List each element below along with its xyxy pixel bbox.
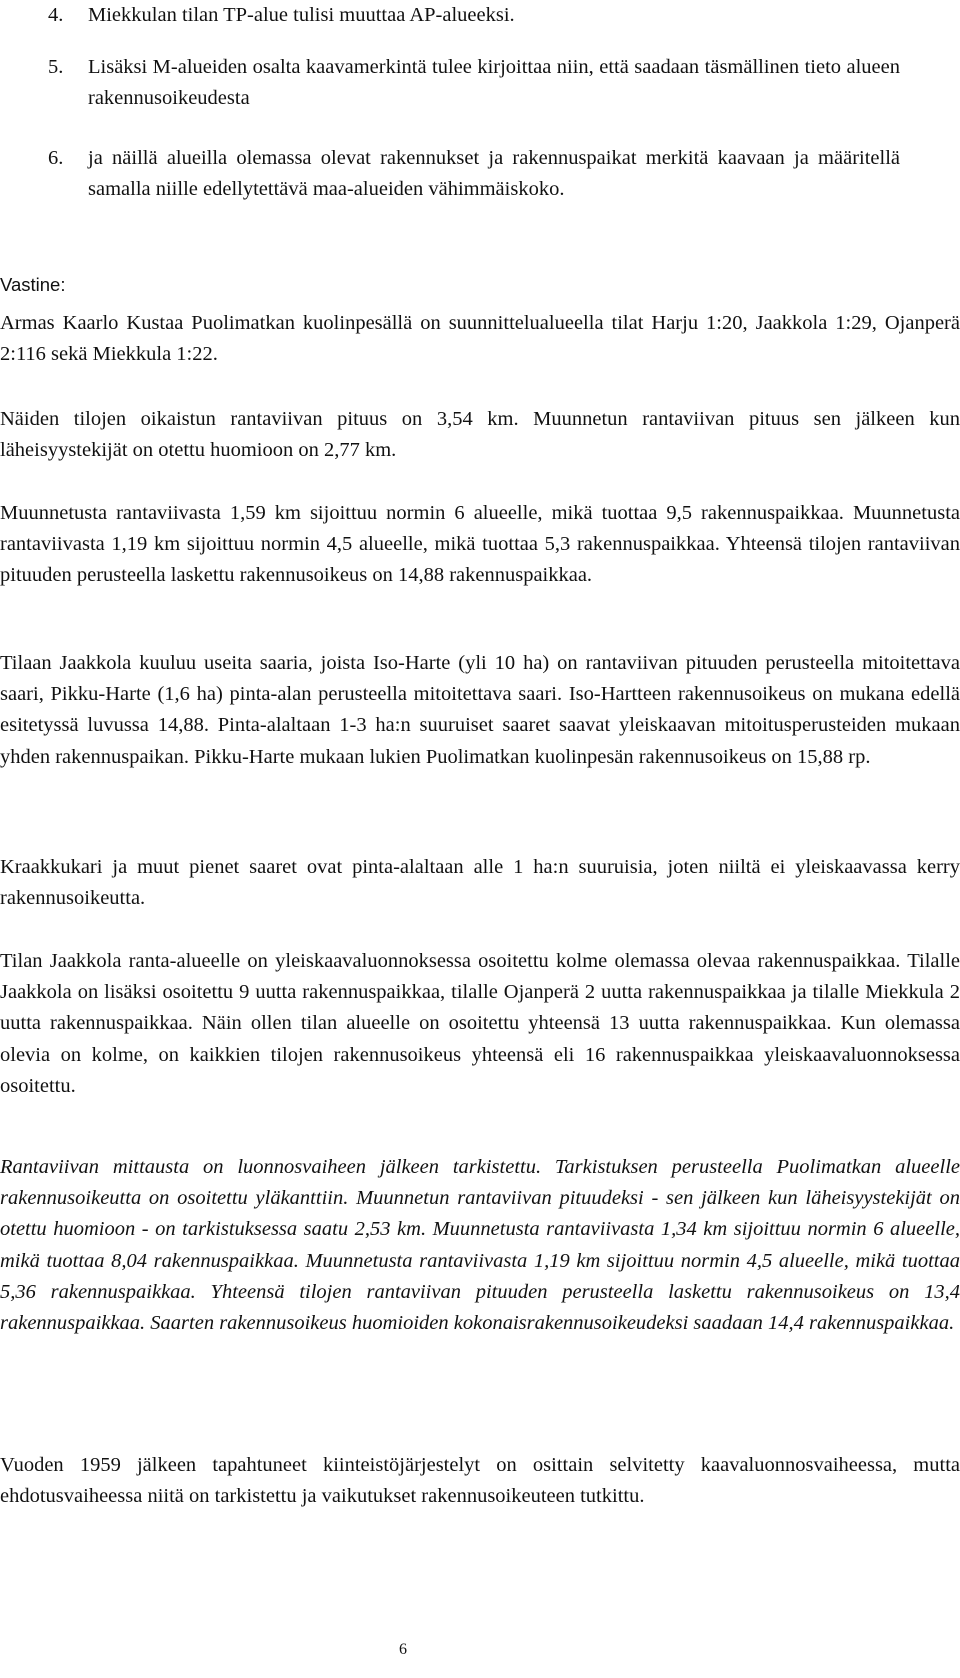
page-number: 6 bbox=[399, 1641, 407, 1658]
list-item-number: 4. bbox=[48, 4, 64, 26]
list-item-text: ja näillä alueilla olemassa olevat rakennukset ja rakennuspaikat merkitä kaavaan ja määritellä samalla niille edellytettävä maa-alueiden vähimmäiskoko. bbox=[88, 147, 900, 200]
paragraph: Näiden tilojen oikaistun rantaviivan pituus on 3,54 km. Muunnetun rantaviivan pituus sen jälkeen kun läheisyystekijät on otettu huomioon on 2,77 km. bbox=[0, 408, 960, 462]
paragraph: Muunnetusta rantaviivasta 1,59 km sijoittuu normin 6 alueelle, mikä tuottaa 9,5 rakennuspaikkaa. Muunnetusta rantaviivasta 1,19 km sijoittuu normin 4,5 alueelle, mikä tuottaa 5,3 rakennuspaikkaa. Yhteensä tilojen rantaviivan pituuden perusteella laskettu rakennusoikeus on 14,88 rakennuspaikkaa. bbox=[0, 502, 960, 587]
paragraph: Tilaan Jaakkola kuuluu useita saaria, joista Iso-Harte (yli 10 ha) on rantaviivan pituuden perusteella mitoitettava saari, Pikku-Harte (1,6 ha) pinta-alan perusteella mitoitettava saari. Iso-Hartteen rakennusoikeus on mukana edellä esitetyssä luvussa 14,88. Pinta-alaltaan 1-3 ha:n suuruiset saaret saavat yleiskaavan mitoitusperusteiden mukaan yhden rakennuspaikan. Pikku-Harte mukaan lukien Puolimatkan kuolinpesän rakennusoikeus on 15,88 rp. bbox=[0, 652, 960, 768]
paragraph-italic: Rantaviivan mittausta on luonnosvaiheen jälkeen tarkistettu. Tarkistuksen perusteella Puolimatkan alueelle rakennusoikeutta on osoitettu yläkanttiin. Muunnetun rantaviivan pituudeksi - sen jälkeen kun läheisyystekijät on otettu huomioon - on tarkistuksessa saatu 2,53 km. Muunnetusta rantaviivasta 1,34 km sijoittuu normin 6 alueelle, mikä tuottaa 8,04 rakennuspaikkaa. Muunnetusta rantaviivasta 1,19 km sijoittuu normin 4,5 alueelle, mikä tuottaa 5,36 rakennuspaikkaa. Yhteensä tilojen rantaviivan pituuden perusteella laskettu rakennusoikeus on 13,4 rakennuspaikkaa. Saarten rakennusoikeus huomioiden kokonaisrakennusoikeudeksi saadaan 14,4 rakennuspaikkaa. bbox=[0, 1156, 960, 1335]
response-label: Vastine: bbox=[0, 274, 66, 295]
paragraph: Vuoden 1959 jälkeen tapahtuneet kiinteistöjärjestelyt on osittain selvitetty kaavaluonnosvaiheessa, mutta ehdotusvaiheessa niitä on tarkistettu ja vaikutukset rakennusoikeuteen tutkittu. bbox=[0, 1454, 960, 1508]
list-item-number: 5. bbox=[48, 56, 64, 78]
paragraph: Armas Kaarlo Kustaa Puolimatkan kuolinpesällä on suunnittelualueella tilat Harju 1:20, Jaakkola 1:29, Ojanperä 2:116 sekä Miekkula 1:22. bbox=[0, 312, 960, 366]
paragraph: Tilan Jaakkola ranta-alueelle on yleiskaavaluonnoksessa osoitettu kolme olemassa olevaa rakennuspaikkaa. Tilalle Jaakkola on lisäksi osoitettu 9 uutta rakennuspaikkaa, tilalle Ojanperä 2 uutta rakennuspaikkaa ja tilalle Miekkula 2 uutta rakennuspaikkaa. Näin ollen tilan alueelle on osoitettu yhteensä 13 uutta rakennuspaikkaa. Kun olemassa olevia on kolme, on kaikkien tilojen rakennusoikeus yhteensä eli 16 rakennuspaikkaa yleiskaavaluonnoksessa osoitettu. bbox=[0, 950, 960, 1097]
list-item-text: Lisäksi M-alueiden osalta kaavamerkintä tulee kirjoittaa niin, että saadaan täsmällinen tieto alueen rakennusoikeudesta bbox=[88, 56, 900, 109]
list-item bbox=[0, 52, 900, 114]
paragraph: Kraakkukari ja muut pienet saaret ovat pinta-alaltaan alle 1 ha:n suuruisia, joten niiltä ei yleiskaavassa kerry rakennusoikeutta. bbox=[0, 856, 960, 910]
list-item-text: Miekkulan tilan TP-alue tulisi muuttaa AP-alueeksi. bbox=[88, 4, 515, 26]
list-item bbox=[0, 0, 900, 31]
list-item-number: 6. bbox=[48, 147, 64, 169]
list-item bbox=[0, 143, 900, 205]
